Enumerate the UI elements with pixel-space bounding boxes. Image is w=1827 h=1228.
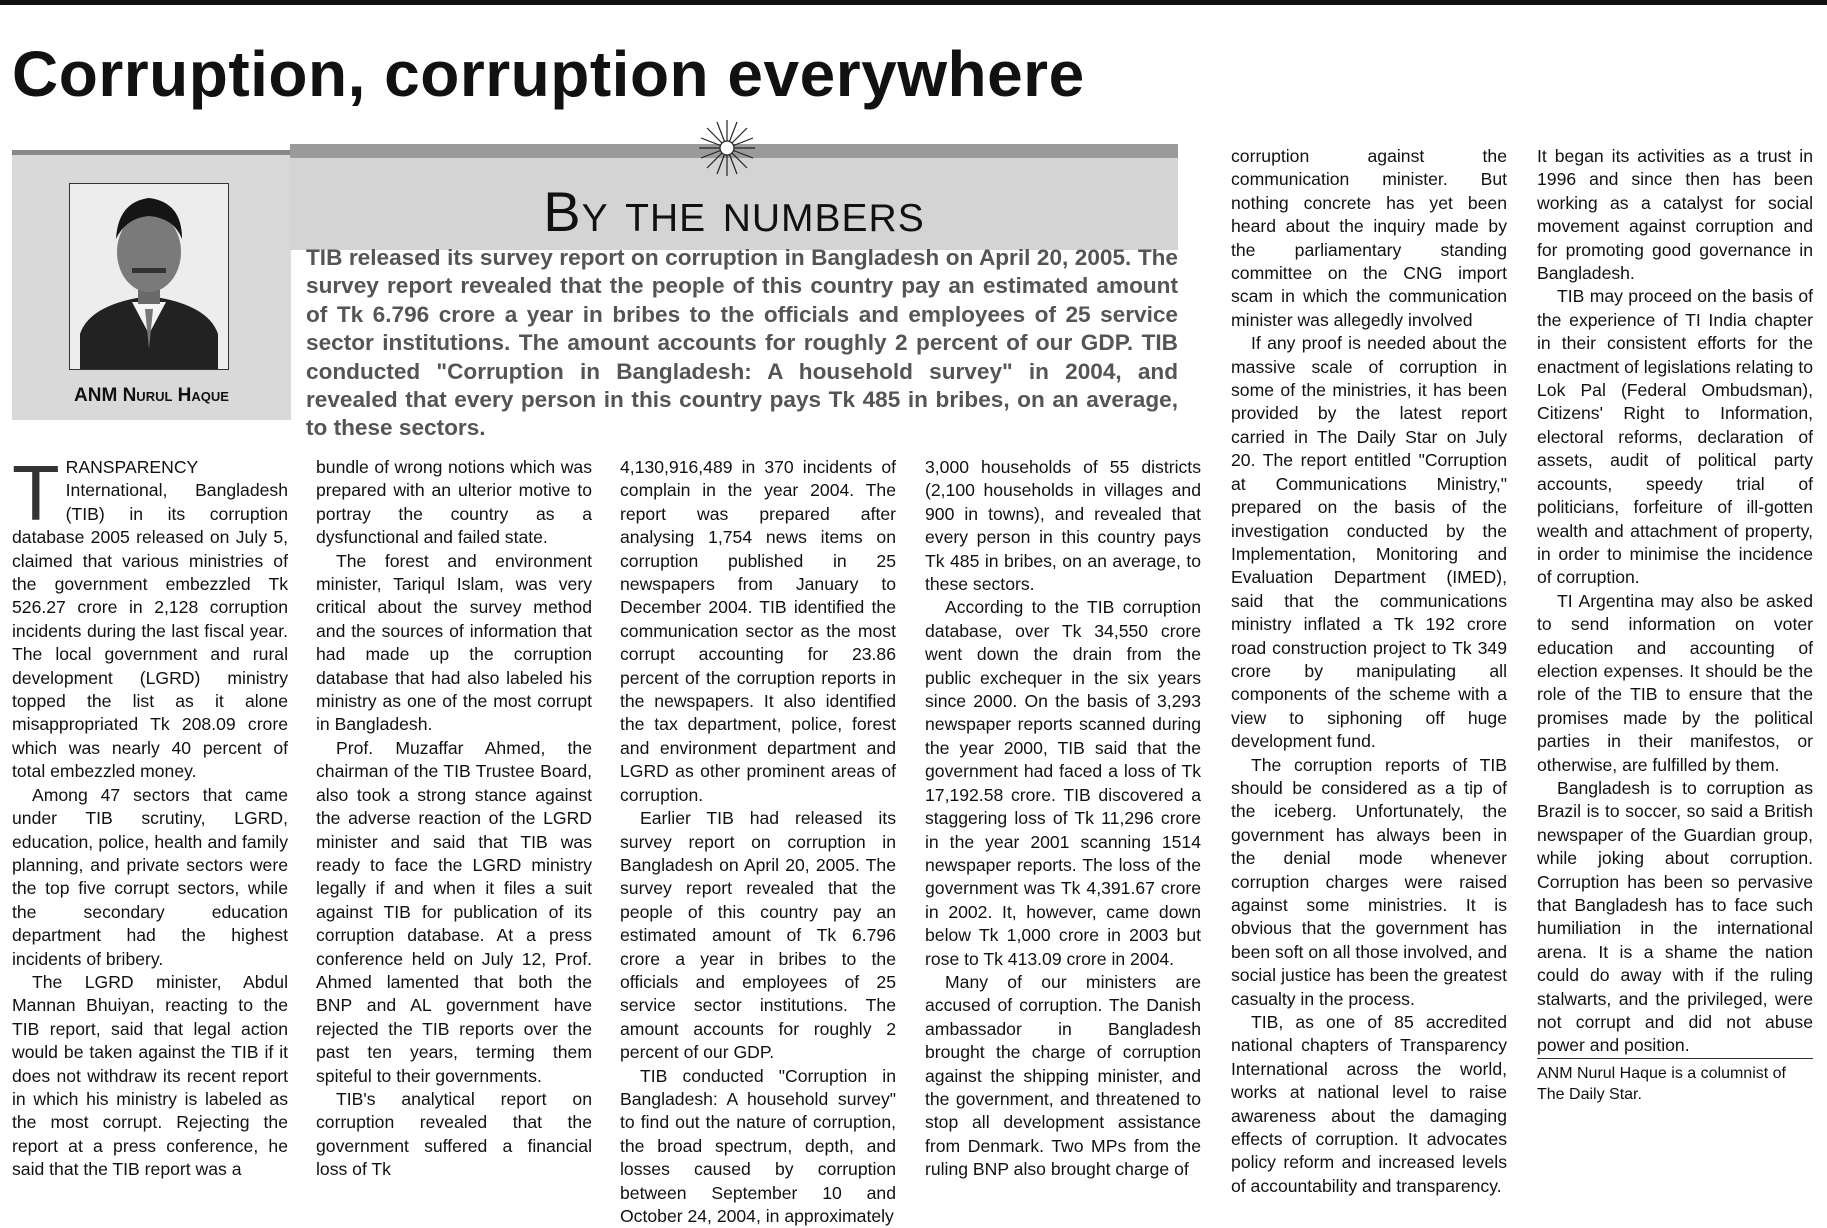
drop-cap: T xyxy=(12,449,60,537)
paragraph: TIB, as one of 85 accredited national chapters of Transparency International across the world, works at national level to raise awareness about the damaging effects of corruption. It advocates policy reform and increased levels of accountability and transparency. xyxy=(1231,1012,1507,1196)
top-rule xyxy=(0,0,1827,5)
paragraph: corruption against the communication minister. But nothing concrete has yet been heard about the inquiry made by the parliamentary standing committee on the CNG import scam in which the communication minister was allegedly involved xyxy=(1231,146,1507,330)
paragraph: 4,130,916,489 in 370 incidents of complain in the year 2004. The report was prepared after analysing 1,754 news items on corruption published in 25 newspapers from January to December 2004. TIB identified the communication sector as the most corrupt accounting for 23.86 percent of the corruption reports in the newspapers. It also identified the tax department, police, forest and environment department and LGRD as other prominent areas of corruption. xyxy=(620,457,896,805)
sidebar-lede: TIB released its survey report on corruption in Bangladesh on April 20, 2005. The survey report revealed that the people of this country pay an estimated amount of Tk 6.796 crore a year in bribes to the officials and employees of 25 service sector institutions. The amount accounts for roughly 2 percent of our GDP. TIB conducted "Corruption in Bangladesh: A household survey" in 2004, and revealed that every person in this country pays Tk 485 in bribes, on an average, to these sectors. xyxy=(306,245,1178,441)
paragraph: TIB may proceed on the basis of the experience of TI India chapter in their consistent efforts for the enactment of legislations relating to Lok Pal (Federal Ombudsman), Citizens' Right to Information, electoral reforms, declaration of assets, audit of political party accounts, speedy trial of politicians, forfeiture of ill-gotten wealth and attachment of property, in order to minimise the incidence of corruption. xyxy=(1537,286,1813,588)
paragraph: Prof. Muzaffar Ahmed, the chairman of the TIB Trustee Board, also took a strong stance against the adverse reaction of the LGRD minister and said that TIB was ready to face the LGRD ministry legally if and when it files a suit against TIB for publication of its corruption database. At a press conference held on July 12, Prof. Ahmed lamented that both the BNP and AL government have rejected the TIB reports over the past ten years, terming them spiteful to their governments. xyxy=(316,737,592,1086)
paragraph: Bangladesh is to corruption as Brazil is to soccer, so said a British newspaper of the Guardian group, while joking about corruption. Corruption has been so pervasive that Bangladesh has to face such humiliation in the international arena. It is a shame the nation could do away with if the ruling stalwarts, and the privileged, were not corrupt and did not abuse power and position. xyxy=(1537,777,1813,1056)
paragraph: TIB conducted "Corruption in Bangladesh: A household survey" to find out the nature of corruption, the broad spectrum, depth, and losses caused by corruption between September 10 and October 24, 2004, in approximately xyxy=(620,1065,896,1226)
paragraph: The forest and environment minister, Tariqul Islam, was very critical about the survey method and the sources of information that had made up the corruption database that had also labeled his ministry as one of the most corrupt in Bangladesh. xyxy=(316,550,592,735)
author-name: ANM Nurul Haque xyxy=(74,385,229,406)
paragraph: Earlier TIB had released its survey report on corruption in Bangladesh on April 20, 2005. The survey report revealed that the people of this country pay an estimated amount of Tk 6.796 crore a year in bribes to the officials and employees of 25 service sector institutions. The amount accounts for roughly 2 percent of our GDP. xyxy=(620,808,896,1063)
paragraph: TI Argentina may also be asked to send information on voter education and accounting of election expenses. It should be the role of the TIB to ensure that the promises made by the political parties in their manifestos, or otherwise, are fulfilled by them. xyxy=(1537,590,1813,775)
paragraph: It began its activities as a trust in 1996 and since then has been working as a catalyst for social movement against corruption and for promoting good governance in Bangladesh. xyxy=(1537,146,1813,284)
paragraph: TRANSPARENCY International, Bangladesh (TIB) in its corruption database 2005 released on July 5, claimed that various ministries of the government embezzled Tk 526.27 crore in 2,128 corruption incidents during the last fiscal year. The local government and rural development (LGRD) ministry topped the list as it alone misappropriated Tk 208.09 crore which was nearly 40 percent of total embezzled money. xyxy=(12,449,288,782)
page-title: Corruption, corruption everywhere xyxy=(12,38,1085,110)
paragraph: According to the TIB corruption database, over Tk 34,550 crore went down the drain from the public exchequer in the six years since 2000. On the basis of 3,293 newspaper reports scanned during the year 2000, TIB said that the government had faced a loss of Tk 17,192.58 crore. TIB discovered a staggering loss of Tk 11,296 crore in the year 2001 scanning 1514 newspaper reports. The loss of the government was Tk 4,391.67 crore in 2002. It, however, came down below Tk 1,000 crore in 2003 but rose to Tk 413.09 crore in 2004. xyxy=(925,597,1201,969)
paragraph: Among 47 sectors that came under TIB scrutiny, LGRD, education, police, health and family planning, and private sectors were the top five corrupt sectors, while the secondary education department had the highest incidents of bribery. xyxy=(12,784,288,969)
column-6 xyxy=(1537,145,1813,1105)
paragraph: Many of our ministers are accused of corruption. The Danish ambassador in Bangladesh brought the charge of corruption against the shipping minister, and the government, and threatened to stop all development assistance from Denmark. Two MPs from the ruling BNP also brought charge of xyxy=(925,971,1201,1180)
paragraph: bundle of wrong notions which was prepared with an ulterior motive to portray the country as a dysfunctional and failed state. xyxy=(316,457,592,548)
starburst-icon xyxy=(697,118,757,178)
paragraph: The corruption reports of TIB should be considered as a tip of the iceberg. Unfortunately, the government has always been in the denial mode whenever corruption charges were raised against some ministries. It is obvious that the government has been soft on all those involved, and social justice has been the greatest casualty in the process. xyxy=(1231,754,1507,1009)
column-2 xyxy=(316,456,592,1182)
paragraph: 3,000 households of 55 districts (2,100 households in villages and 900 in towns), and revealed that every person in this country pays Tk 485 in bribes, on an average, to these sectors. xyxy=(925,457,1201,595)
author-box xyxy=(12,150,291,420)
author-bio: ANM Nurul Haque is a columnist of The Daily Star. xyxy=(1537,1058,1813,1105)
paragraph: TIB's analytical report on corruption revealed that the government suffered a financial loss of Tk xyxy=(316,1088,592,1180)
column-3 xyxy=(620,456,896,1228)
column-5 xyxy=(1231,145,1507,1198)
paragraph: The LGRD minister, Abdul Mannan Bhuiyan, reacting to the TIB report, said that legal action would be taken against the TIB if it does not withdraw its recent report in which his ministry is labeled as the most corrupt. Rejecting the report at a press conference, he said that the TIB report was a xyxy=(12,971,288,1180)
column-4 xyxy=(925,456,1201,1182)
column-1 xyxy=(12,449,288,1182)
sidebar-title: By the numbers xyxy=(543,180,925,243)
author-photo xyxy=(69,183,229,370)
author-portrait-icon xyxy=(70,184,228,369)
paragraph: If any proof is needed about the massive scale of corruption in some of the ministries, it has been provided by the latest report carried in The Daily Star on July 20. The report entitled "Corruption at Communications Ministry," prepared on the basis of the investigation conducted by the Implementation, Monitoring and Evaluation Department (IMED), said that the communications ministry inflated a Tk 192 crore road construction project to Tk 349 crore by manipulating all components of the scheme with a view to siphoning off huge development fund. xyxy=(1231,333,1507,752)
